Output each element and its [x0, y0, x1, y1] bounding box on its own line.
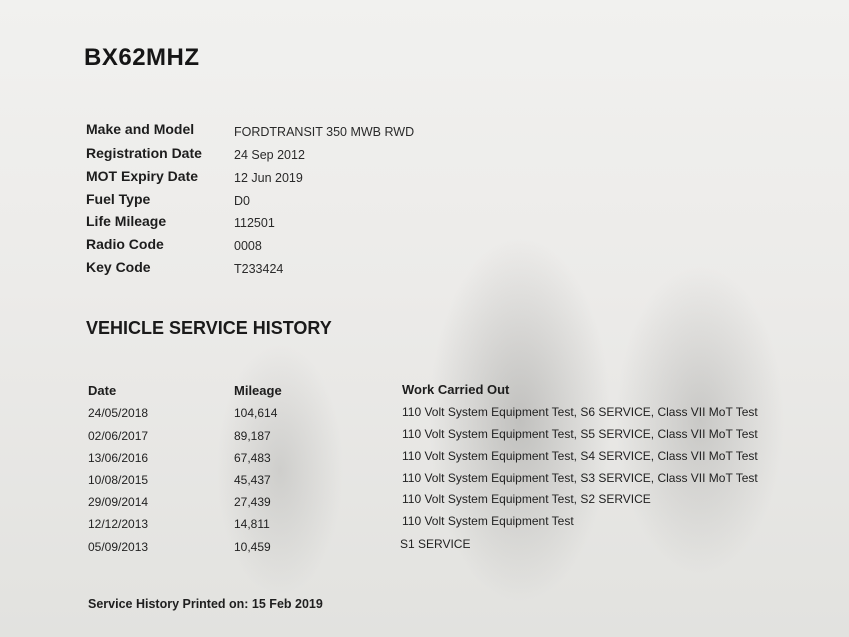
make-model-label: Make and Model: [86, 121, 195, 137]
mot-expiry-value: 12 Jun 2019: [234, 171, 303, 185]
column-header-date: Date: [88, 383, 117, 398]
registration-date-label: Registration Date: [86, 145, 202, 161]
row-mileage: 10,459: [234, 540, 271, 554]
row-work: 110 Volt System Equipment Test, S2 SERVICE: [402, 492, 651, 506]
life-mileage-label: Life Mileage: [86, 213, 167, 229]
printed-on-footer: Service History Printed on: 15 Feb 2019: [88, 597, 323, 611]
row-date: 12/12/2013: [88, 517, 149, 531]
service-history-title: VEHICLE SERVICE HISTORY: [86, 318, 332, 338]
row-mileage: 45,437: [234, 473, 271, 487]
mot-expiry-label: MOT Expiry Date: [86, 168, 199, 184]
fuel-type-value: D0: [234, 194, 250, 208]
registration-date-value: 24 Sep 2012: [234, 148, 305, 162]
make-model-value: FORDTRANSIT 350 MWB RWD: [234, 125, 415, 139]
row-work: 110 Volt System Equipment Test, S6 SERVICE, Class VII MoT Test: [402, 405, 758, 419]
row-work: 110 Volt System Equipment Test: [402, 514, 574, 528]
row-date: 05/09/2013: [88, 540, 149, 554]
row-mileage: 89,187: [234, 429, 271, 443]
row-mileage: 14,811: [234, 517, 270, 531]
row-date: 10/08/2015: [88, 473, 149, 487]
row-date: 29/09/2014: [88, 495, 149, 509]
row-date: 02/06/2017: [88, 429, 149, 443]
registration-number: BX62MHZ: [84, 44, 200, 71]
row-date: 13/06/2016: [88, 451, 149, 465]
radio-code-label: Radio Code: [86, 236, 164, 252]
fuel-type-label: Fuel Type: [86, 191, 151, 207]
row-mileage: 27,439: [234, 495, 271, 509]
row-mileage: 104,614: [234, 406, 278, 420]
column-header-mileage: Mileage: [234, 383, 282, 398]
row-work: 110 Volt System Equipment Test, S3 SERVICE, Class VII MoT Test: [402, 471, 758, 485]
column-header-work: Work Carried Out: [402, 382, 510, 397]
row-work: 110 Volt System Equipment Test, S5 SERVICE, Class VII MoT Test: [402, 427, 758, 441]
row-work: S1 SERVICE: [400, 537, 471, 551]
row-work: 110 Volt System Equipment Test, S4 SERVICE, Class VII MoT Test: [402, 449, 758, 463]
key-code-label: Key Code: [86, 259, 151, 275]
key-code-value: T233424: [234, 262, 284, 276]
row-date: 24/05/2018: [88, 406, 149, 420]
life-mileage-value: 112501: [234, 216, 275, 230]
row-mileage: 67,483: [234, 451, 271, 465]
radio-code-value: 0008: [234, 239, 262, 253]
